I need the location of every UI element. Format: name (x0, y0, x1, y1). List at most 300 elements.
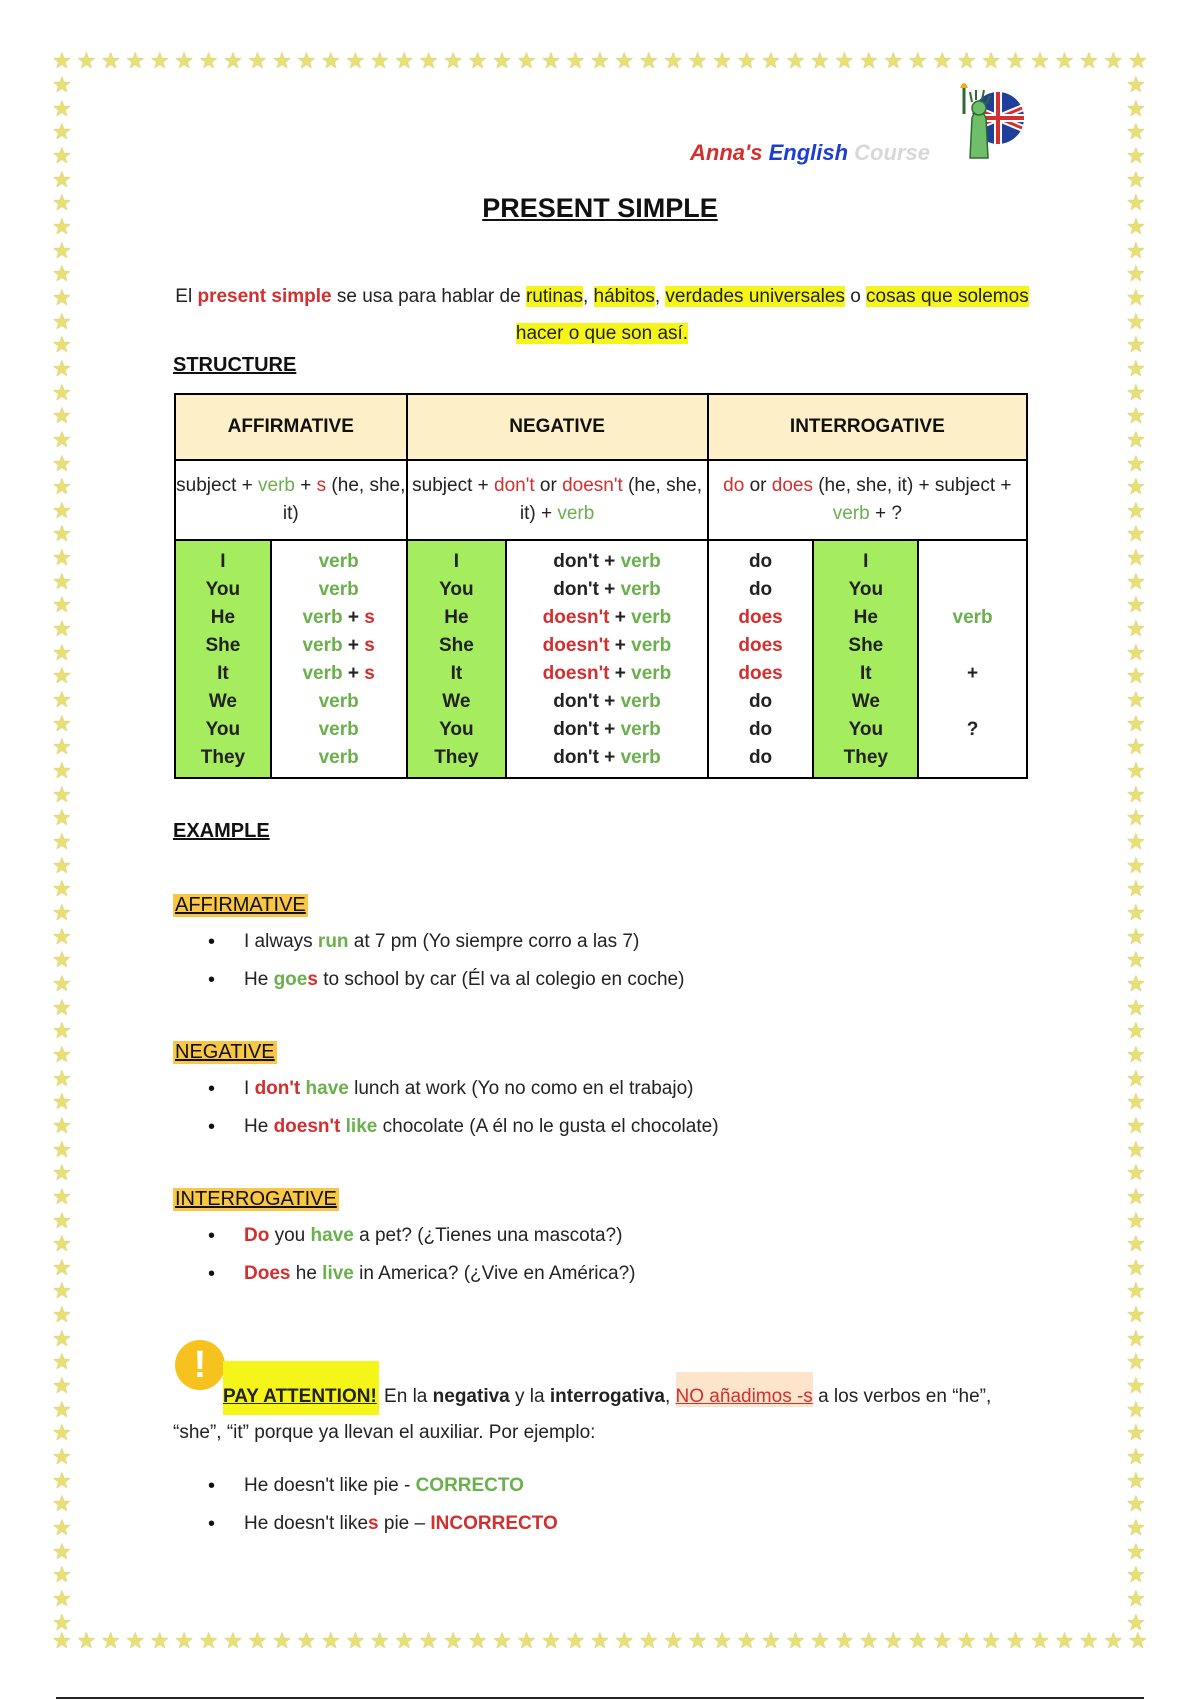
star-icon: ★ (1126, 829, 1146, 854)
example-heading: EXAMPLE (173, 820, 270, 842)
star-icon: ★ (52, 781, 72, 807)
star-border-bottom (52, 1630, 1148, 1652)
aff-verb-form (272, 576, 406, 604)
star-icon: ★ (516, 48, 537, 73)
aux-word: do (748, 691, 773, 712)
star-icon: ★ (52, 758, 72, 784)
star-icon: ★ (76, 48, 97, 73)
star-icon: ★ (320, 48, 341, 73)
neg-pronouns (407, 540, 507, 778)
star-icon: ★ (52, 852, 72, 878)
statue-of-liberty-flag-logo-icon (948, 78, 1028, 160)
star-icon: ★ (589, 48, 610, 73)
star-icon: ★ (1126, 1160, 1146, 1186)
star-icon: ★ (52, 1160, 72, 1186)
pronoun: You (205, 579, 241, 600)
star-icon: ★ (52, 1041, 72, 1067)
intro-text: , (654, 286, 666, 307)
star-icon: ★ (52, 663, 72, 689)
star-icon: ★ (1126, 190, 1146, 216)
star-icon: ★ (394, 1628, 415, 1653)
structure-do: do (723, 475, 745, 496)
star-icon: ★ (52, 426, 72, 452)
star-icon: ★ (1126, 1467, 1146, 1493)
intro-text: o (844, 286, 867, 307)
star-icon: ★ (149, 48, 170, 73)
star-icon: ★ (52, 1628, 72, 1653)
star-icon: ★ (761, 1628, 781, 1653)
star-border-top (52, 50, 1148, 72)
int-tail-plus: + (967, 663, 979, 684)
attention-text: En la (378, 1386, 433, 1407)
example-verb: like (345, 1116, 378, 1137)
star-icon: ★ (52, 592, 72, 618)
star-icon: ★ (52, 1325, 72, 1351)
star-icon: ★ (52, 261, 72, 287)
aux-word: doesn't (542, 635, 610, 656)
star-icon: ★ (541, 48, 561, 73)
star-icon: ★ (956, 1628, 977, 1653)
aux-word: do (748, 719, 773, 740)
star-icon: ★ (981, 48, 1001, 73)
star-icon: ★ (1126, 1420, 1146, 1446)
star-icon: ★ (858, 48, 879, 73)
star-icon: ★ (1126, 355, 1146, 381)
intro-keyword: present simple (197, 286, 332, 307)
verb-word: verb (318, 691, 359, 712)
star-icon: ★ (52, 568, 72, 594)
intro-text: se usa para hablar de (331, 286, 526, 307)
header-interrogative: INTERROGATIVE (708, 394, 1027, 460)
star-icon: ★ (883, 1628, 904, 1653)
star-icon: ★ (1126, 1207, 1146, 1233)
star-icon: ★ (1126, 592, 1146, 618)
star-icon: ★ (52, 48, 72, 73)
star-icon: ★ (418, 48, 439, 73)
star-icon: ★ (1126, 734, 1146, 760)
star-icon: ★ (100, 48, 121, 73)
aux-word: don't (553, 551, 599, 572)
example-text: He doesn't like (244, 1513, 369, 1534)
aux-word: doesn't (542, 607, 610, 628)
interrogative-label: INTERROGATIVE (175, 1188, 337, 1210)
pronoun: We (851, 691, 880, 712)
attention-bold: negativa (432, 1386, 510, 1407)
star-icon: ★ (1005, 1628, 1026, 1653)
star-icon: ★ (1126, 1254, 1146, 1280)
aff-verbs (271, 540, 407, 778)
brand-part-3: Course (854, 140, 930, 165)
star-icon: ★ (1103, 48, 1124, 73)
star-icon: ★ (1054, 48, 1075, 73)
star-icon: ★ (1126, 639, 1146, 665)
star-icon: ★ (223, 48, 243, 73)
neg-verb-form (507, 632, 706, 660)
neg-verb-form (507, 604, 706, 632)
star-icon: ★ (100, 1628, 121, 1653)
pronoun: He (444, 607, 469, 628)
pronoun: He (853, 607, 878, 628)
example-verb: have (305, 1078, 349, 1099)
page-title: PRESENT SIMPLE (482, 193, 718, 223)
verb-word: verb (620, 691, 661, 712)
highlight-habitos: hábitos (593, 286, 655, 307)
star-icon: ★ (52, 947, 72, 973)
star-icon: ★ (1126, 663, 1146, 689)
star-icon: ★ (492, 1628, 512, 1653)
structure-s: s (316, 475, 327, 496)
star-icon: ★ (418, 1628, 439, 1653)
star-icon: ★ (1126, 876, 1146, 902)
star-icon: ★ (52, 545, 72, 571)
star-icon: ★ (1126, 568, 1146, 594)
star-icon: ★ (810, 48, 830, 73)
pronoun: You (848, 579, 884, 600)
star-icon: ★ (174, 48, 194, 73)
star-icon: ★ (907, 1628, 928, 1653)
pronoun: You (205, 719, 241, 740)
aff-verb-form (272, 716, 406, 744)
star-icon: ★ (736, 1628, 757, 1653)
aux-word: don't (553, 691, 599, 712)
star-icon: ★ (52, 355, 72, 381)
aux-word: don't (553, 719, 599, 740)
star-icon: ★ (394, 48, 415, 73)
star-icon: ★ (369, 48, 390, 73)
structure-text: (he, she, it) + subject + (812, 475, 1012, 496)
list-item (200, 1217, 635, 1255)
aff-verb-form (272, 604, 406, 632)
example-text: to school by car (Él va al colegio en coche) (317, 969, 685, 990)
pronoun: They (200, 747, 246, 768)
star-icon: ★ (52, 687, 72, 713)
pronoun: She (438, 635, 474, 656)
star-icon: ★ (52, 639, 72, 665)
star-icon: ★ (810, 1628, 830, 1653)
incorrect-tag: INCORRECTO (430, 1513, 558, 1534)
structure-text: or (744, 475, 772, 496)
attention-text: a los verbos en “he”, “she”, “it” porque ya llevan el auxiliar. Por ejemplo: (173, 1386, 992, 1443)
example-s: s (307, 969, 318, 990)
star-icon: ★ (467, 48, 488, 73)
star-icon: ★ (1126, 1444, 1146, 1470)
affirmative-examples (200, 923, 684, 999)
star-icon: ★ (712, 48, 732, 73)
star-icon: ★ (52, 1562, 72, 1588)
structure-verb: verb (258, 475, 295, 496)
example-aux: doesn't (273, 1116, 341, 1137)
aux-word: don't (553, 747, 599, 768)
aux-word: does (738, 607, 783, 628)
star-icon: ★ (1126, 852, 1146, 878)
star-icon: ★ (52, 923, 72, 949)
star-icon: ★ (1127, 1628, 1148, 1653)
star-icon: ★ (52, 1538, 72, 1564)
star-icon: ★ (76, 1628, 97, 1653)
star-icon: ★ (1126, 1609, 1146, 1635)
pronoun: She (205, 635, 241, 656)
star-icon: ★ (1126, 95, 1146, 121)
star-icon: ★ (52, 1444, 72, 1470)
example-text: I (244, 1078, 255, 1099)
plus-sign: + (598, 551, 621, 572)
verb-word: verb (631, 635, 672, 656)
pronoun: You (439, 719, 474, 740)
int-auxiliaries (708, 540, 814, 778)
example-text: He (244, 1116, 274, 1137)
star-icon: ★ (52, 142, 72, 168)
int-tail-question: ? (966, 719, 979, 740)
star-icon: ★ (663, 48, 684, 73)
aff-verb-form (272, 548, 406, 576)
star-icon: ★ (52, 450, 72, 476)
star-icon: ★ (1126, 805, 1146, 831)
pronoun: We (442, 691, 471, 712)
star-icon: ★ (1030, 48, 1050, 73)
star-icon: ★ (125, 1628, 146, 1653)
structure-text: (he, she, it) (282, 475, 406, 524)
structure-text: subject + (176, 475, 259, 496)
verb-word: verb (302, 607, 343, 628)
plus-sign: + (598, 719, 621, 740)
attention-text: , (664, 1386, 676, 1407)
star-icon: ★ (1005, 48, 1026, 73)
header-affirmative: AFFIRMATIVE (175, 394, 407, 460)
star-icon: ★ (52, 1302, 72, 1328)
star-icon: ★ (345, 48, 366, 73)
plus-sign: + (342, 663, 365, 684)
example-text: he (290, 1263, 323, 1284)
pronoun: They (434, 747, 479, 768)
star-border-right (1126, 74, 1146, 1634)
example-text: at 7 pm (Yo siempre corro a las 7) (348, 931, 640, 952)
star-icon: ★ (1127, 48, 1148, 73)
star-icon: ★ (52, 710, 72, 736)
example-aux: Does (244, 1263, 291, 1284)
star-icon: ★ (52, 1231, 72, 1257)
attention-bold: interrogativa (549, 1386, 665, 1407)
star-icon: ★ (198, 1628, 219, 1653)
star-icon: ★ (52, 1018, 72, 1044)
star-icon: ★ (52, 1491, 72, 1517)
star-icon: ★ (1126, 1515, 1146, 1541)
star-icon: ★ (736, 48, 757, 73)
star-icon: ★ (52, 474, 72, 500)
star-icon: ★ (834, 1628, 855, 1653)
star-icon: ★ (1126, 545, 1146, 571)
attention-rule: NO añadimos -s (676, 1372, 813, 1407)
verb-word: verb (318, 747, 359, 768)
star-icon: ★ (1126, 1018, 1146, 1044)
star-icon: ★ (1126, 1278, 1146, 1304)
star-icon: ★ (52, 1136, 72, 1162)
pronoun: I (453, 551, 460, 572)
grammar-table (174, 393, 1028, 779)
structure-dont: don't (494, 475, 535, 496)
structure-verb: verb (832, 503, 870, 524)
aff-verb-form (272, 660, 406, 688)
star-icon: ★ (1126, 1325, 1146, 1351)
star-icon: ★ (1126, 1491, 1146, 1517)
pronoun: It (860, 663, 872, 684)
verb-word: verb (631, 607, 672, 628)
star-icon: ★ (1126, 1136, 1146, 1162)
plus-sign: + (598, 747, 621, 768)
star-icon: ★ (52, 1349, 72, 1375)
example-aux: don't (254, 1078, 301, 1099)
example-text: lunch at work (Yo no como en el trabajo) (348, 1078, 694, 1099)
star-icon: ★ (52, 1278, 72, 1304)
example-s: s (368, 1513, 379, 1534)
list-item (200, 1505, 558, 1543)
example-text: pie – (378, 1513, 431, 1534)
star-icon: ★ (52, 166, 72, 192)
star-icon: ★ (52, 308, 72, 334)
star-icon: ★ (443, 48, 463, 73)
star-icon: ★ (52, 1254, 72, 1280)
suffix-s: s (364, 635, 375, 656)
star-icon: ★ (467, 1628, 488, 1653)
structure-heading: STRUCTURE (173, 354, 297, 376)
pronoun: It (217, 663, 229, 684)
structure-text: + (294, 475, 317, 496)
structure-negative (407, 460, 708, 540)
star-icon: ★ (52, 95, 72, 121)
star-icon: ★ (272, 48, 292, 73)
highlight-verdades: verdades universales (665, 286, 845, 307)
structure-text: (he, she, it) + (519, 475, 702, 524)
star-icon: ★ (52, 119, 72, 145)
star-icon: ★ (638, 48, 659, 73)
star-icon: ★ (1126, 1041, 1146, 1067)
star-icon: ★ (932, 48, 953, 73)
example-text: He doesn't like pie - (244, 1475, 416, 1496)
star-icon: ★ (1126, 332, 1146, 358)
structure-text: or (534, 475, 563, 496)
star-icon: ★ (1126, 781, 1146, 807)
suffix-s: s (364, 663, 375, 684)
star-icon: ★ (956, 48, 977, 73)
star-icon: ★ (1126, 1089, 1146, 1115)
brand-name (690, 140, 930, 166)
int-tail-verb: verb (952, 607, 993, 628)
star-icon: ★ (1079, 48, 1099, 73)
star-icon: ★ (1126, 1538, 1146, 1564)
star-icon: ★ (1126, 213, 1146, 239)
star-icon: ★ (174, 1628, 194, 1653)
list-item (200, 1108, 719, 1146)
header-negative: NEGATIVE (407, 394, 708, 460)
star-icon: ★ (1126, 1112, 1146, 1138)
star-icon: ★ (663, 1628, 684, 1653)
star-icon: ★ (1126, 261, 1146, 287)
star-icon: ★ (272, 1628, 292, 1653)
star-icon: ★ (198, 48, 219, 73)
star-icon: ★ (1126, 379, 1146, 405)
list-item (200, 961, 684, 999)
star-icon: ★ (1126, 1231, 1146, 1257)
plus-sign: + (342, 607, 365, 628)
page-divider (56, 1697, 1144, 1699)
int-tail (918, 540, 1027, 778)
star-icon: ★ (247, 48, 268, 73)
neg-verb-form (507, 576, 706, 604)
intro-paragraph (150, 278, 1054, 352)
neg-verb-form (507, 744, 706, 772)
pronoun: I (220, 551, 226, 572)
star-icon: ★ (52, 213, 72, 239)
star-icon: ★ (1126, 284, 1146, 310)
example-text: you (269, 1225, 311, 1246)
example-text: I always (244, 931, 318, 952)
neg-verbs (506, 540, 707, 778)
star-icon: ★ (52, 332, 72, 358)
intro-text: El (175, 286, 198, 307)
star-icon: ★ (1126, 450, 1146, 476)
neg-verb-form (507, 660, 706, 688)
correct-tag: CORRECTO (415, 1475, 524, 1496)
highlight-cosas: cosas que solemos hacer o que son así. (515, 286, 1029, 344)
example-text: in America? (¿Vive en América?) (353, 1263, 636, 1284)
star-icon: ★ (52, 403, 72, 429)
aff-verb-form (272, 632, 406, 660)
example-aux: Do (244, 1225, 270, 1246)
star-icon: ★ (785, 1628, 806, 1653)
star-icon: ★ (1126, 497, 1146, 523)
star-icon: ★ (1126, 72, 1146, 97)
star-icon: ★ (1126, 1396, 1146, 1422)
suffix-s: s (364, 607, 375, 628)
star-icon: ★ (1079, 1628, 1099, 1653)
star-icon: ★ (1126, 1065, 1146, 1091)
example-text: He (244, 969, 274, 990)
plus-sign: + (598, 579, 621, 600)
star-icon: ★ (223, 1628, 243, 1653)
aux-word: do (748, 747, 773, 768)
aux-word: do (748, 579, 773, 600)
star-icon: ★ (52, 284, 72, 310)
aux-word: does (738, 635, 783, 656)
star-icon: ★ (1126, 403, 1146, 429)
star-icon: ★ (52, 1609, 72, 1635)
example-text: a pet? (¿Tienes una mascota?) (353, 1225, 623, 1246)
star-icon: ★ (52, 899, 72, 925)
pronoun: We (208, 691, 237, 712)
star-icon: ★ (52, 1420, 72, 1446)
structure-interrogative (708, 460, 1027, 540)
aux-word: does (738, 663, 783, 684)
list-item (200, 1070, 719, 1108)
neg-verb-form (507, 548, 706, 576)
interrogative-examples (200, 1217, 635, 1293)
star-icon: ★ (1054, 1628, 1075, 1653)
star-icon: ★ (1126, 616, 1146, 642)
star-icon: ★ (1126, 923, 1146, 949)
star-icon: ★ (1126, 710, 1146, 736)
pronoun: He (210, 607, 236, 628)
star-icon: ★ (1126, 1373, 1146, 1399)
star-icon: ★ (52, 190, 72, 216)
verb-word: verb (318, 551, 359, 572)
attention-label: PAY ATTENTION! (223, 1361, 379, 1415)
list-item (200, 1255, 635, 1293)
star-icon: ★ (516, 1628, 537, 1653)
star-icon: ★ (443, 1628, 463, 1653)
verb-word: verb (631, 663, 672, 684)
structure-verb: verb (557, 503, 595, 524)
pronoun: They (843, 747, 888, 768)
star-icon: ★ (52, 1112, 72, 1138)
